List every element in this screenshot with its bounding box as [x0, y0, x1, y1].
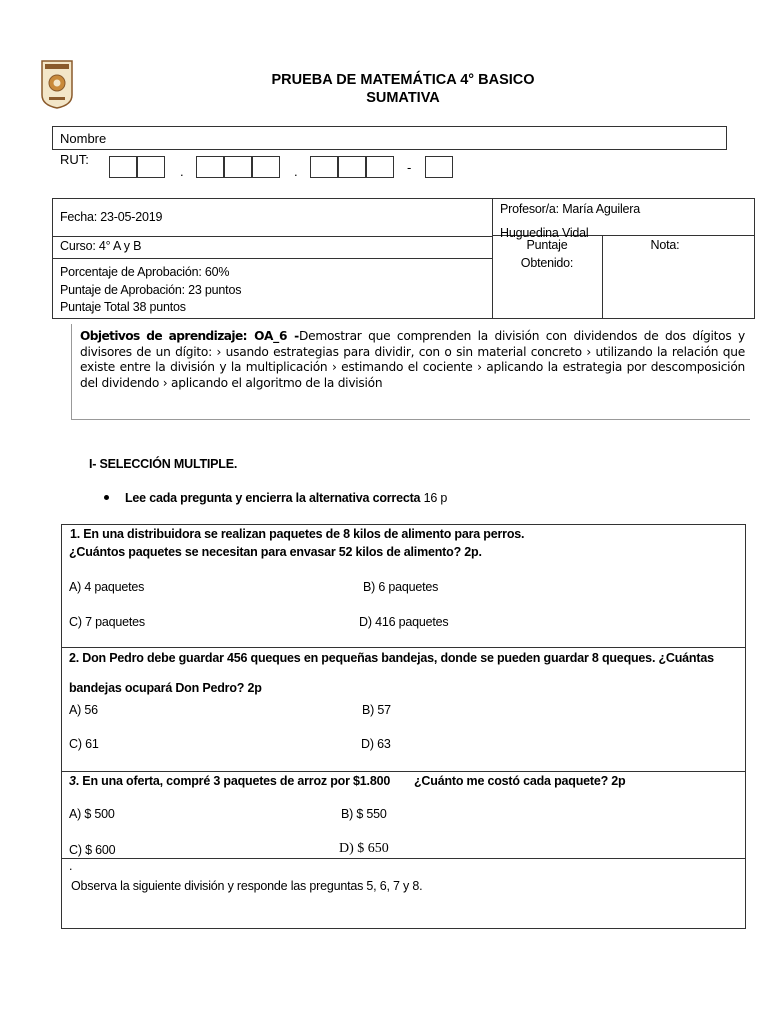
q3-option-a[interactable]: A) $ 500 [69, 807, 115, 821]
rut-separator: - [407, 160, 412, 175]
q2-option-a[interactable]: A) 56 [69, 703, 98, 717]
name-field[interactable] [52, 126, 727, 150]
puntaje-obtenido-label-2: Obtenido: [520, 256, 574, 270]
rut-separator: . [180, 164, 184, 179]
rut-separator: . [294, 164, 298, 179]
rut-cell[interactable] [366, 156, 394, 178]
question-3-line1 [69, 774, 390, 788]
observa-dot: . [69, 859, 73, 873]
question-1-line2: ¿Cuántos paquetes se necesitan para envasar 52 kilos de alimento? 2p. [69, 545, 482, 559]
q1-option-d[interactable]: D) 416 paquetes [359, 615, 449, 629]
q3-option-b[interactable]: B) $ 550 [341, 807, 387, 821]
curso-text: Curso: 4° A y B [60, 239, 142, 253]
question-3-text: . En una oferta, compré 3 paquetes de arroz por $1.800 [75, 774, 391, 788]
puntaje-aprobacion-text: Puntaje de Aprobación: 23 puntos [60, 283, 242, 297]
rut-check-digit[interactable] [425, 156, 453, 178]
instruction-main: Lee cada pregunta y encierra la alternativa correcta [125, 491, 421, 505]
rut-cell[interactable] [252, 156, 280, 178]
question-3-number: 3 [69, 774, 76, 788]
q3-option-c[interactable]: C) $ 600 [69, 843, 116, 857]
question-3-line2: ¿Cuánto me costó cada paquete? 2p [414, 774, 626, 788]
q1-option-a[interactable]: A) 4 paquetes [69, 580, 145, 594]
bullet-icon [104, 495, 109, 500]
name-label: Nombre [60, 131, 107, 146]
objetivos-label: Objetivos de aprendizaje [80, 329, 243, 343]
q1-option-b[interactable]: B) 6 paquetes [363, 580, 439, 594]
q3-option-d[interactable]: D) $ 650 [339, 841, 389, 856]
observa-text: Observa la siguiente división y responde las preguntas 5, 6, 7 y 8. [71, 879, 423, 893]
rut-label: RUT: [60, 152, 89, 167]
question-2-line1: 2. Don Pedro debe guardar 456 queques en pequeñas bandejas, donde se pueden guardar 8 queques. ¿Cuántas [69, 651, 714, 665]
page-title: PRUEBA DE MATEMÁTICA 4° BASICO [271, 72, 535, 88]
nota-label: Nota: [650, 238, 680, 252]
puntaje-total-text: Puntaje Total 38 puntos [60, 300, 186, 314]
objetivos-code: : OA_6 - [242, 329, 299, 343]
instruction-text [125, 491, 447, 505]
profesor-text-2: Huguedina Vidal [500, 226, 589, 240]
rut-cell[interactable] [109, 156, 137, 178]
objetivos-description: Demostrar que comprenden la división con dividendos de dos dígitos y divisores de un dígito: › usando estrategias para dividir, con o sin material concreto › utilizando la relación que existe entre la división y la multiplicación › estimando el cociente › aplicando la estrategia por descomposición del dividendo › aplicando el algoritmo de la división [80, 329, 745, 390]
page-subtitle: SUMATIVA [366, 90, 440, 106]
rut-cell[interactable] [196, 156, 224, 178]
instruction-points: 16 p [420, 491, 448, 505]
rut-cell[interactable] [137, 156, 165, 178]
q2-option-b[interactable]: B) 57 [362, 703, 391, 717]
rut-cell[interactable] [338, 156, 366, 178]
q2-option-c[interactable]: C) 61 [69, 737, 99, 751]
porcentaje-text: Porcentaje de Aprobación: 60% [60, 265, 230, 279]
q2-option-d[interactable]: D) 63 [361, 737, 391, 751]
question-1-line1: 1. En una distribuidora se realizan paquetes de 8 kilos de alimento para perros. [70, 527, 525, 541]
section-title: I- SELECCIÓN MULTIPLE. [89, 457, 238, 471]
question-2-line2: bandejas ocupará Don Pedro? 2p [69, 681, 262, 695]
rut-cell[interactable] [310, 156, 338, 178]
rut-cell[interactable] [224, 156, 252, 178]
q1-option-c[interactable]: C) 7 paquetes [69, 615, 145, 629]
puntaje-obtenido-label: Puntaje [526, 238, 568, 252]
objetivos-text [80, 329, 745, 391]
fecha-text: Fecha: 23-05-2019 [60, 210, 163, 224]
profesor-text: Profesor/a: María Aguilera [500, 202, 641, 216]
